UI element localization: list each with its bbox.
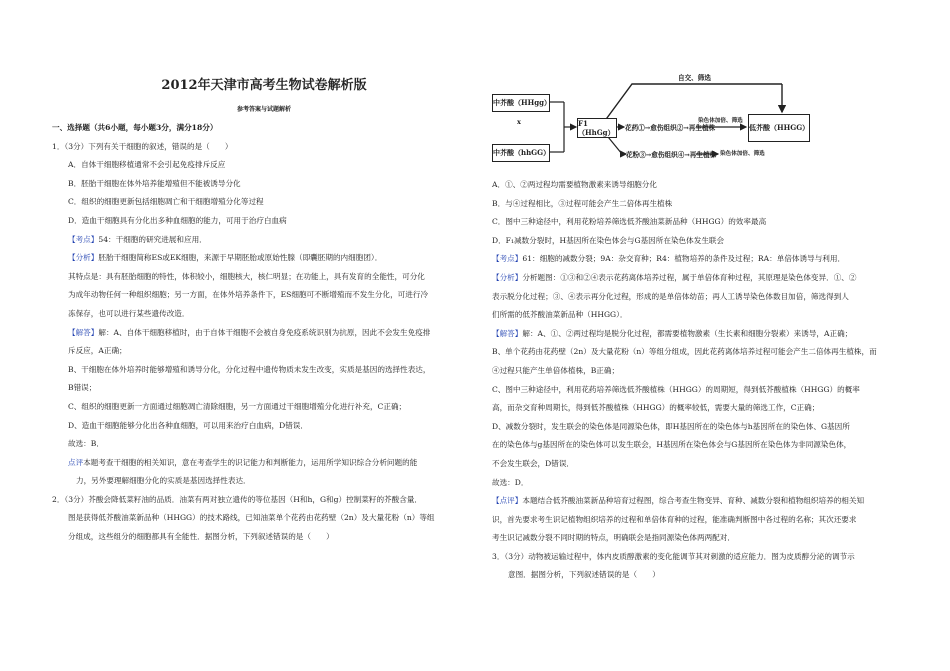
q1-kaodian [52,231,476,250]
q1-dianping-line: 力，另外要理解细胞分化的实质是基因选择性表达． [76,476,251,486]
kaodian-tag: 【考点】 [492,254,523,264]
q1-option-d: D．造血干细胞具有分化出多种血细胞的能力，可用于治疗白血病 [68,215,287,225]
q1-fenxi-line: 其特点是：具有胚胎细胞的特性，体积较小，细胞核大，核仁明显；在功能上，具有发育的全能性，可分化 [68,271,425,281]
fenxi-tag: 【分析】 [492,272,523,282]
q2-dianping-line: 考生识记减数分裂不同时期的特点，明确联会是指同源染色体两两配对． [492,533,735,543]
q1-fenxi-line: 冻保存，也可以进行某些遗传改造． [68,308,190,318]
q1-jieda-line: B、干细胞在体外培养时能够增殖和诱导分化，分化过程中遗传物质未发生改变，实质是基因的选择性表达， [68,364,431,374]
q1-jieda-line: C、组织的细胞更新一方面通过细胞凋亡清除细胞，另一方面通过干细胞增殖分化进行补充，C正确； [68,401,407,411]
q2-fenxi-line: 们所需的低芥酸油菜新品种（HHGG）． [492,310,628,320]
f1-box: F1（HhGg） [577,118,617,138]
question-2-line: 2．（3分）芥酸会降低菜籽油的品质．油菜有两对独立遗传的等位基因（H和h，G和g）控制菜籽的芥酸含量． [52,494,423,504]
page-title: 2012年天津市高考生物试卷解析版 [161,78,367,93]
left-column [52,119,476,547]
parent-box-2: 中芥酸（hhGG） [492,144,550,162]
kaodian-tag: 【考点】 [68,234,99,244]
q2-jieda-line: 不会发生联会，D错误． [492,458,575,468]
jieda-tag: 【解答】 [492,328,523,338]
question-1-stem: 1．（3分）下列有关干细胞的叙述，错误的是（ ） [52,141,233,151]
result-box: 低芥酸（HHGG） [748,114,810,142]
self-cross-label: 自交、筛选 [678,74,711,82]
q2-fenxi-line [492,269,912,288]
question-3-line: 意图．据图分析，下列叙述错误的是（ ） [508,570,660,580]
jieda-text: 解：A、自体干细胞移植时，由于自体干细胞不会被自身免疫系统识别为抗原，因此不会发生免疫排 [98,327,431,337]
q1-jieda-line [52,324,476,343]
doubling-label-2: 染色体加倍、筛选 [720,151,765,157]
q2-jieda-line: 故选：D． [492,477,529,487]
q2-kaodian [492,250,912,269]
question-3-line: 3．（3分）动物被运输过程中，体内皮质醇激素的变化能调节其对刺激的适应能力．图为皮质醇分泌的调节示 [492,551,855,561]
q2-jieda-line [492,325,912,344]
q2-jieda-line: D、减数分裂时，发生联会的染色体是同源染色体，即H基因所在的染色体与h基因所在的染色体、G基因所 [492,421,850,431]
dianping-text: 本题考查干细胞的相关知识，意在考查学生的识记能力和判断能力，运用所学知识综合分析问题的能 [83,457,418,467]
fenxi-text: 分析题图：①③和②④表示花药离体培养过程，属于单倍体育种过程，其原理是染色体变异．①、② [522,272,857,282]
question-2-line: 分组成，这些组分的细胞都具有全能性．据图分析，下列叙述错误的是（ ） [68,532,334,542]
q2-jieda-line: B、单个花药由花药壁（2n）及大量花粉（n）等组分组成，因此花药离体培养过程可能会产生二倍体再生植株，而 [492,347,877,357]
cross-symbol: x [517,118,521,126]
q2-jieda-line: 高，而杂交育种周期长，得到低芥酸植株（HHGG）的概率较低，需要大量的筛选工作，C正确； [492,403,820,413]
pollen-path: 花粉③→愈伤组织④→再生植株 [626,151,717,159]
q1-jieda-line: 斥反应，A正确； [68,346,127,356]
q2-jieda-line: 在的染色体与g基因所在的染色体可以发生联会，H基因所在染色体会与G基因所在染色体为非同源染色体， [492,440,852,450]
q1-jieda-line: D、造血干细胞能够分化出各种血细胞，可以用来治疗白血病，D错误． [68,420,308,430]
q2-jieda-line: ④过程只能产生单倍体植株，B正确； [492,365,620,375]
q2-jieda-line: C、图中三种途径中，利用花药培养筛选低芥酸植株（HHGG）的周期短，得到低芥酸植株（HHGG）的概率 [492,384,860,394]
fenxi-text: 胚胎干细胞简称ES或EK细胞，来源于早期胚胎或原始性腺（即囊胚期的内细胞团）． [98,253,383,263]
q1-option-b: B．胚胎干细胞在体外培养能增殖但不能被诱导分化 [68,178,241,188]
page-subtitle: 参考答案与试题解析 [236,106,291,113]
dianping-tag: 点评 [68,457,84,467]
fenxi-tag: 【分析】 [68,253,99,263]
q1-dianping-line [52,454,476,473]
q2-option-a: A．①、②两过程均需要植物激素来诱导细胞分化 [492,180,657,189]
jieda-text: 解：A、①、②两过程均是脱分化过程，都需要植物激素（生长素和细胞分裂素）来诱导，A正确； [522,328,853,338]
doubling-label-1: 染色体加倍、筛选 [698,118,743,124]
section-heading: 一、选择题（共6小题，每小题3分，满分18分） [52,123,218,132]
right-column [492,176,912,585]
q1-fenxi-line [52,249,476,268]
q1-fenxi-line: 为成年动物任何一种组织细胞；另一方面，在体外培养条件下，ES细胞可不断增殖而不发生分化，可进行冷 [68,290,429,300]
breeding-diagram [492,72,822,172]
q2-option-c: C．图中三种途径中，利用花粉培养筛选低芥酸油菜新品种（HHGG）的效率最高 [492,217,767,227]
kaodian-text: 61：细胞的减数分裂；9A：杂交育种；R4：植物培养的条件及过程；RA：单倍体诱导与利用． [522,254,846,264]
q2-option-d: D．F₁减数分裂时，H基因所在染色体会与G基因所在染色体发生联会 [492,235,725,245]
jieda-tag: 【解答】 [68,327,99,337]
q1-option-c: C．组织的细胞更新包括细胞凋亡和干细胞增殖分化等过程 [68,197,264,207]
q2-dianping-line [492,492,912,511]
q2-dianping-line: 识，首先要求考生识记植物组织培养的过程和单倍体育种的过程，能准确判断图中各过程的名称；其次还要求 [492,514,857,524]
question-2-line: 图是获得低芥酸油菜新品种（HHGG）的技术路线，已知油菜单个花药由花药壁（2n）及大量花粉（n）等组 [68,513,435,523]
anther-path: 花药①→愈伤组织②→再生植株 [625,124,716,132]
q2-fenxi-line: 表示脱分化过程；③、④表示再分化过程，形成的是单倍体幼苗；再人工诱导染色体数目加倍，筛选得到人 [492,291,849,301]
kaodian-text: 54：干细胞的研究进展和应用． [98,234,207,244]
dianping-tag: 【点评】 [492,496,523,506]
q1-jieda-line: B错误； [68,383,97,393]
q1-option-a: A．自体干细胞移植通常不会引起免疫排斥反应 [68,160,226,170]
parent-box-1: 中芥酸（HHgg） [492,94,550,112]
q2-option-b: B．与④过程相比，③过程可能会产生二倍体再生植株 [492,198,673,208]
q1-jieda-line: 故选：B． [68,439,104,449]
dianping-text: 本题结合低芥酸油菜新品种培育过程图，综合考查生物变异、育种、减数分裂和植物组织培养的相关知 [522,496,865,506]
